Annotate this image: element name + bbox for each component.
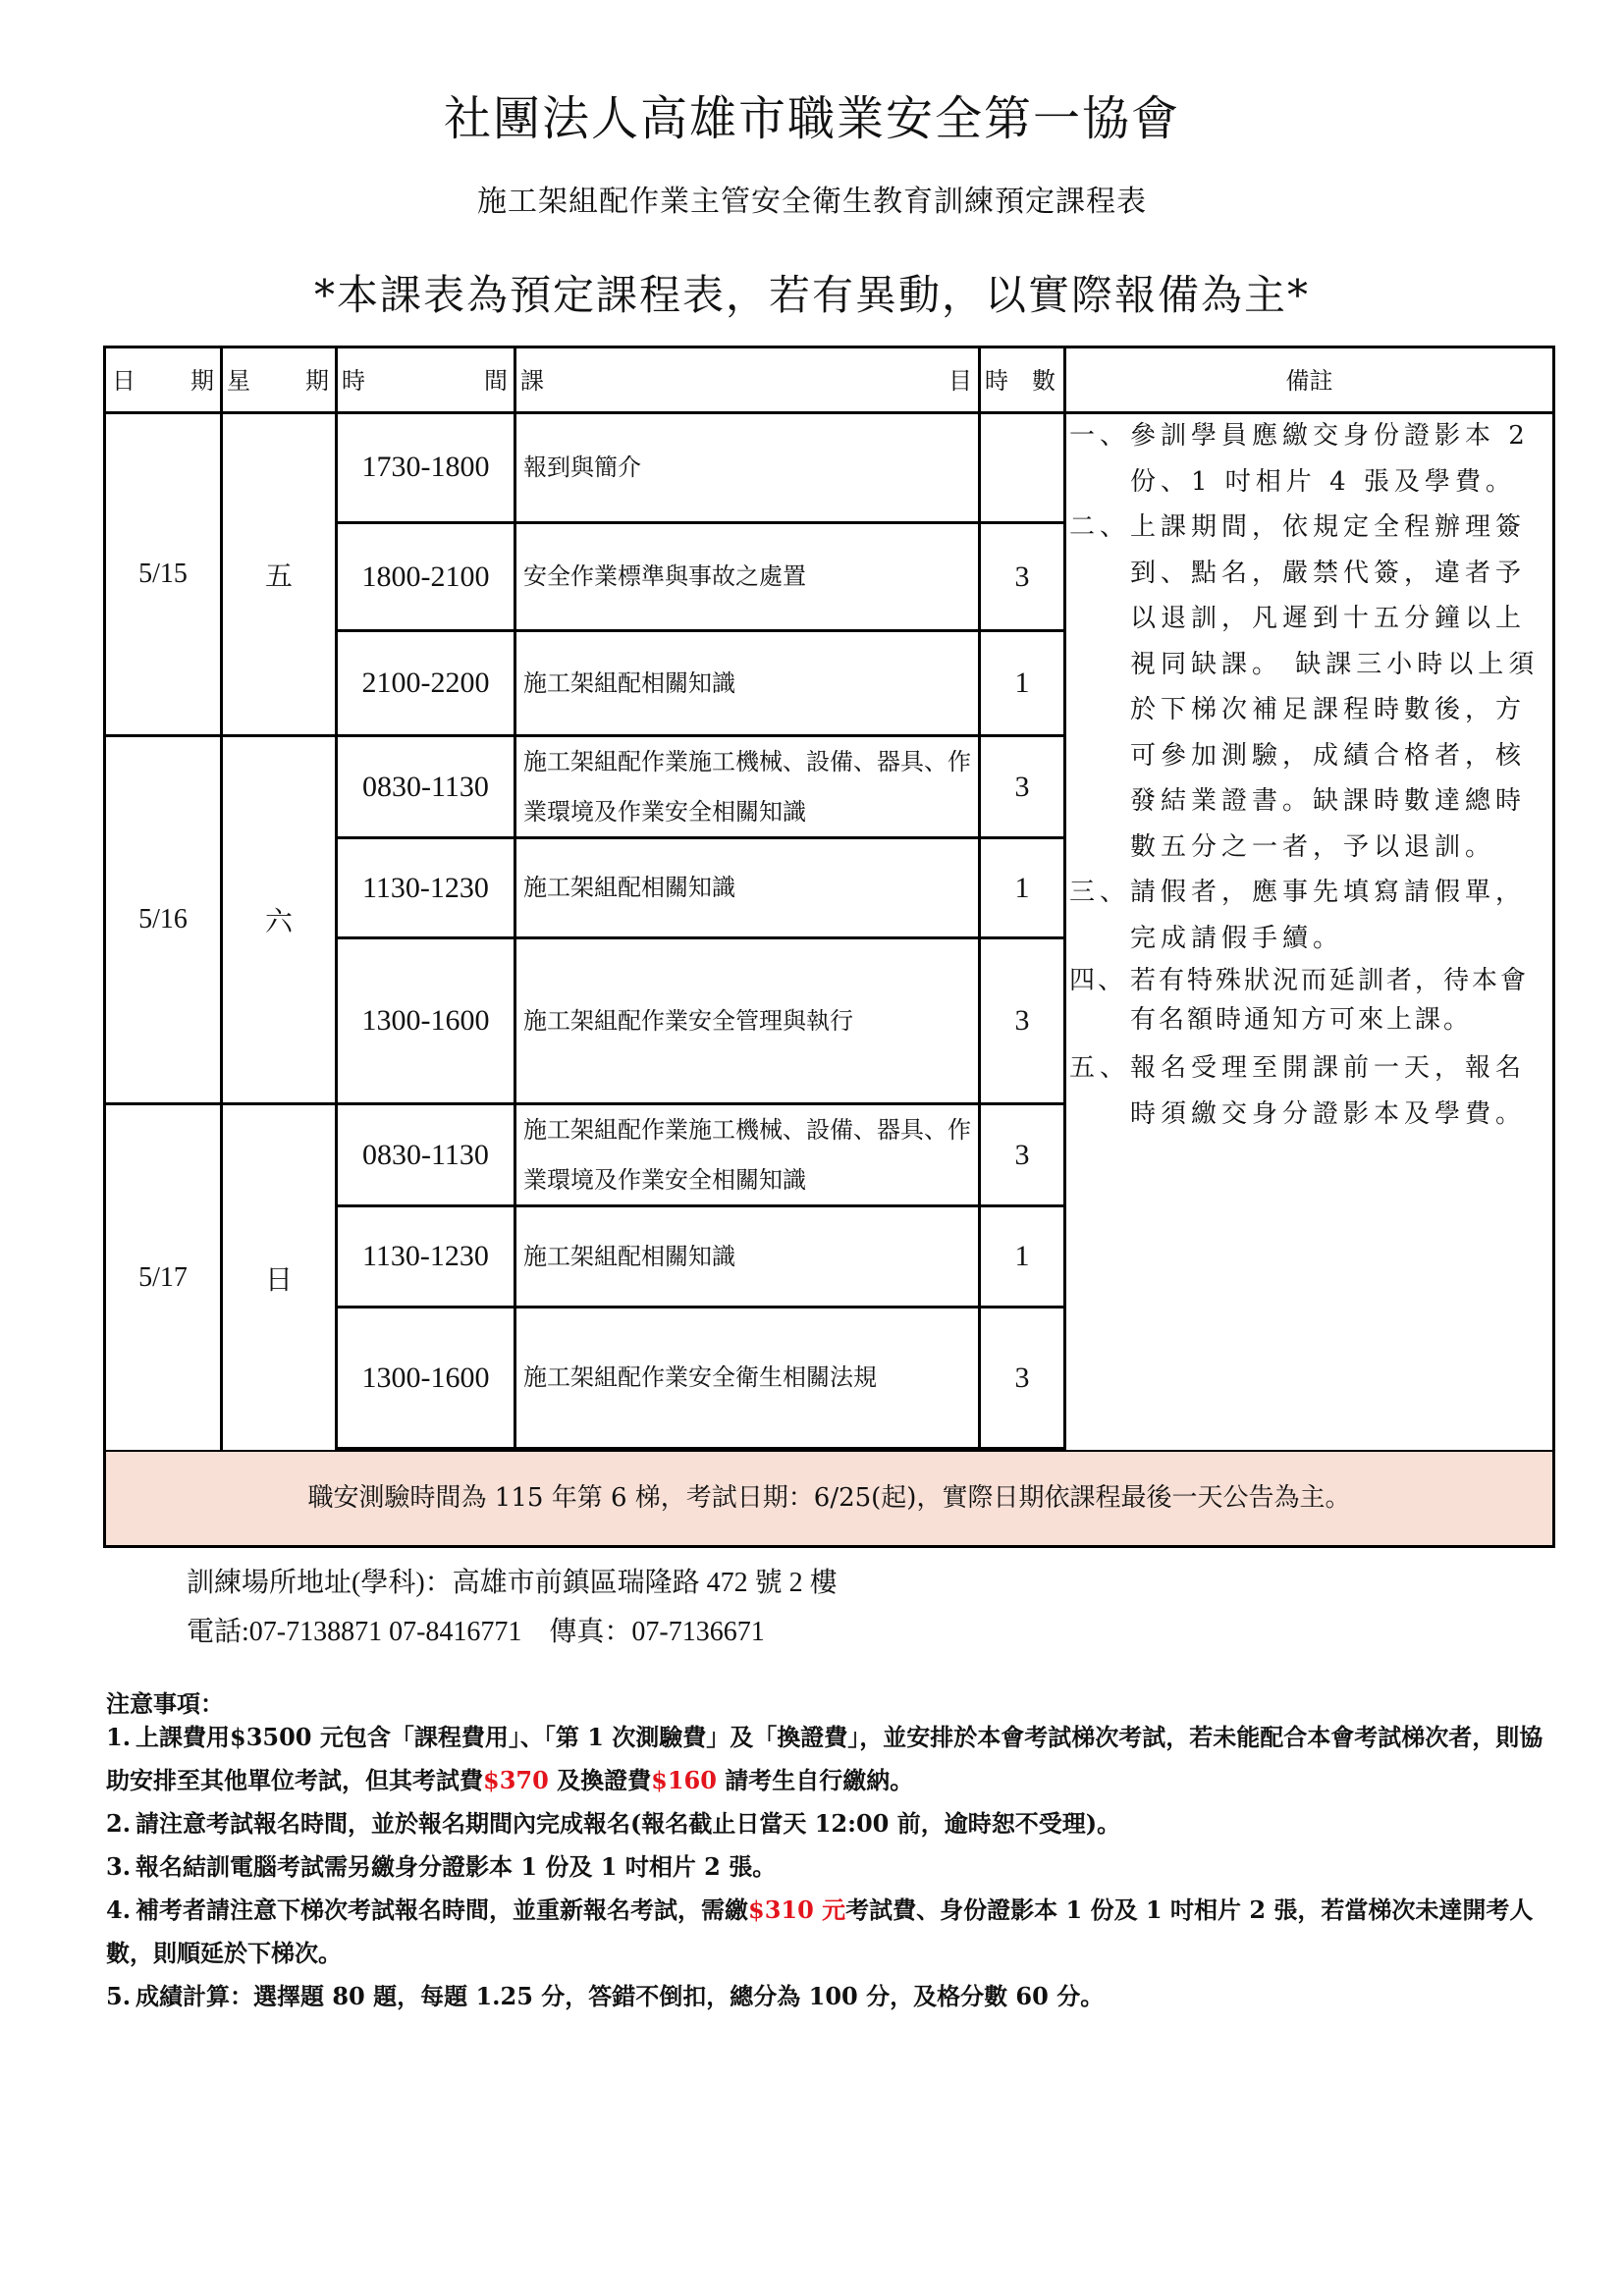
note-item: [106, 1802, 1559, 1845]
session-hours: 1: [1014, 667, 1030, 699]
header-char: 時: [985, 367, 1008, 395]
training-address: 訓練場所地址(學科)：高雄市前鎮區瑞隆路 472 號 2 樓: [187, 1568, 838, 1598]
remark-item: [1067, 505, 1555, 870]
note-item: [106, 1889, 1559, 1975]
day-date: 5/17: [138, 1261, 188, 1293]
note-text: 成績計算：選擇題 80 題，每題 1.25 分，答錯不倒扣，總分為 100 分，及格分數 60 分。: [135, 1982, 1105, 2010]
day-weekday: 五: [264, 561, 293, 592]
session-course: 報到與簡介: [523, 453, 641, 481]
header-char: 目: [948, 367, 972, 395]
session-hours: [981, 413, 1063, 521]
session-course: 施工架組配相關知識: [523, 1242, 735, 1270]
session-course: 施工架組配相關知識: [523, 874, 735, 901]
session-course: 施工架組配作業施工機械、設備、器具、作業環境及作業安全相關知識: [523, 747, 971, 826]
session-time: 1130-1230: [362, 871, 489, 904]
remarks-list: [1067, 413, 1555, 1137]
remark-item: [1067, 870, 1555, 961]
note-number: 2.: [106, 1809, 132, 1838]
session-hours: 3: [1014, 770, 1030, 803]
note-text: 及換證費: [548, 1766, 652, 1794]
note-text: 補考者請注意下梯次考試報名時間，並重新報名考試，需繳: [135, 1896, 748, 1924]
note-text: 上課費用$3500 元包含「課程費用」、「第 1 次測驗費」及「換證費」，並安排於本會考試梯次考試，若未能配合本會考試梯次者，則協助安排至其他單位考試，但其考試費: [106, 1723, 1543, 1794]
remark-number: 二、: [1069, 512, 1131, 542]
day-date: 5/15: [138, 558, 188, 589]
column-header-date: [106, 348, 220, 413]
session-hours: 3: [1014, 1004, 1030, 1037]
session-hours: 1: [1014, 871, 1030, 904]
note-item: [106, 1716, 1559, 1802]
contact-phone-fax: 電話:07-7138871 07-8416771 傳真：07-7136671: [187, 1617, 765, 1647]
exam-schedule-info: 職安測驗時間為 115 年第 6 梯，考試日期：6/25(起)，實際日期依課程最後一天公告為主。: [106, 1450, 1552, 1545]
session-hours: 1: [1014, 1240, 1030, 1272]
session-time: 1730-1800: [361, 451, 490, 483]
column-header-time: [338, 348, 514, 413]
note-number: 5.: [106, 1982, 132, 2010]
header-char: 時: [342, 367, 365, 395]
note-number: 3.: [106, 1852, 132, 1881]
session-course: 施工架組配作業安全管理與執行: [523, 1006, 853, 1035]
session-course: 施工架組配相關知識: [523, 668, 735, 697]
session-time: 1300-1600: [361, 1004, 490, 1037]
header-char: 期: [190, 367, 214, 395]
note-text: 考試費、身份證影本 1 份及 1 吋相片 2 張，若當梯次未達開考人數，則順延於下梯次。: [106, 1896, 1534, 1967]
day-weekday: 六: [264, 907, 293, 937]
session-time: 2100-2200: [361, 667, 490, 699]
course-schedule-subtitle: 施工架組配作業主管安全衛生教育訓練預定課程表: [477, 185, 1147, 219]
header-char: 課: [520, 367, 544, 395]
session-time: 1300-1600: [361, 1361, 490, 1394]
session-course: 安全作業標準與事故之處置: [523, 562, 806, 590]
header-char: 日: [112, 367, 135, 395]
session-time: 0830-1130: [362, 1138, 489, 1171]
remark-number: 一、: [1069, 421, 1131, 451]
remark-item: [1067, 413, 1555, 505]
note-number: 4.: [106, 1896, 132, 1924]
makeup-exam-fee-amount: $310 元: [748, 1896, 846, 1924]
remark-item: [1067, 961, 1555, 1040]
header-char: 星: [227, 367, 250, 395]
remark-number: 四、: [1069, 966, 1127, 995]
note-item: [106, 1845, 1559, 1889]
remark-text: 請假者，應事先填寫請假單，完成請假手續。: [1130, 878, 1527, 953]
session-course: 施工架組配作業安全衛生相關法規: [523, 1363, 877, 1391]
schedule-notice: *本課表為預定課程表，若有異動，以實際報備為主*: [313, 271, 1310, 319]
note-text: 請注意考試報名時間，並於報名期間內完成報名(報名截止日當天 12:00 前，逾時恕不受理)。: [135, 1809, 1121, 1838]
day-weekday: 日: [264, 1264, 293, 1296]
remark-number: 五、: [1069, 1053, 1131, 1083]
exam-fee-amount: $370: [483, 1766, 549, 1794]
session-time: 1130-1230: [362, 1240, 489, 1272]
remark-text: 報名受理至開課前一天，報名時須繳交身分證影本及學費。: [1130, 1053, 1527, 1129]
column-header-weekday: [223, 348, 335, 413]
session-time: 0830-1130: [362, 770, 489, 803]
column-header-course: [516, 348, 978, 413]
notes-title: 注意事項：: [106, 1689, 224, 1718]
header-char: 期: [305, 367, 329, 395]
header-char: 數: [1032, 367, 1056, 395]
day-date: 5/16: [138, 904, 188, 934]
session-course: 施工架組配作業施工機械、設備、器具、作業環境及作業安全相關知識: [523, 1115, 971, 1194]
organization-title: 社團法人高雄市職業安全第一協會: [443, 91, 1180, 146]
certificate-fee-amount: $160: [651, 1766, 717, 1794]
session-hours: 3: [1014, 560, 1030, 593]
session-time: 1800-2100: [361, 560, 490, 593]
remark-item: [1067, 1045, 1555, 1137]
column-header-remarks: 備註: [1285, 367, 1333, 395]
schedule-table: [103, 346, 1555, 1548]
column-header-hours: [981, 348, 1063, 413]
note-text: 報名結訓電腦考試需另繳身分證影本 1 份及 1 吋相片 2 張。: [135, 1852, 777, 1881]
note-item: [106, 1975, 1559, 2018]
note-number: 1.: [106, 1723, 132, 1751]
header-char: 間: [484, 367, 508, 395]
note-text: 請考生自行繳納。: [716, 1766, 914, 1794]
remark-text: 上課期間，依規定全程辦理簽到、點名，嚴禁代簽，違者予以退訓，凡遲到十五分鐘以上視同缺課。 缺課三小時以上須於下梯次補足課程時數後，方可參加測驗，成績合格者，核發結業證書。缺課時數達總時數五分之一者，予以退訓。: [1130, 512, 1540, 862]
column-divider: [1063, 348, 1066, 1450]
remark-text: 參訓學員應繳交身份證影本 2 份、1 吋相片 4 張及學費。: [1130, 421, 1530, 497]
remark-text: 若有特殊狀況而延訓者，待本會有名額時通知方可來上課。: [1130, 966, 1530, 1035]
session-hours: 3: [1014, 1361, 1030, 1394]
session-hours: 3: [1014, 1138, 1030, 1171]
remark-number: 三、: [1069, 878, 1131, 907]
